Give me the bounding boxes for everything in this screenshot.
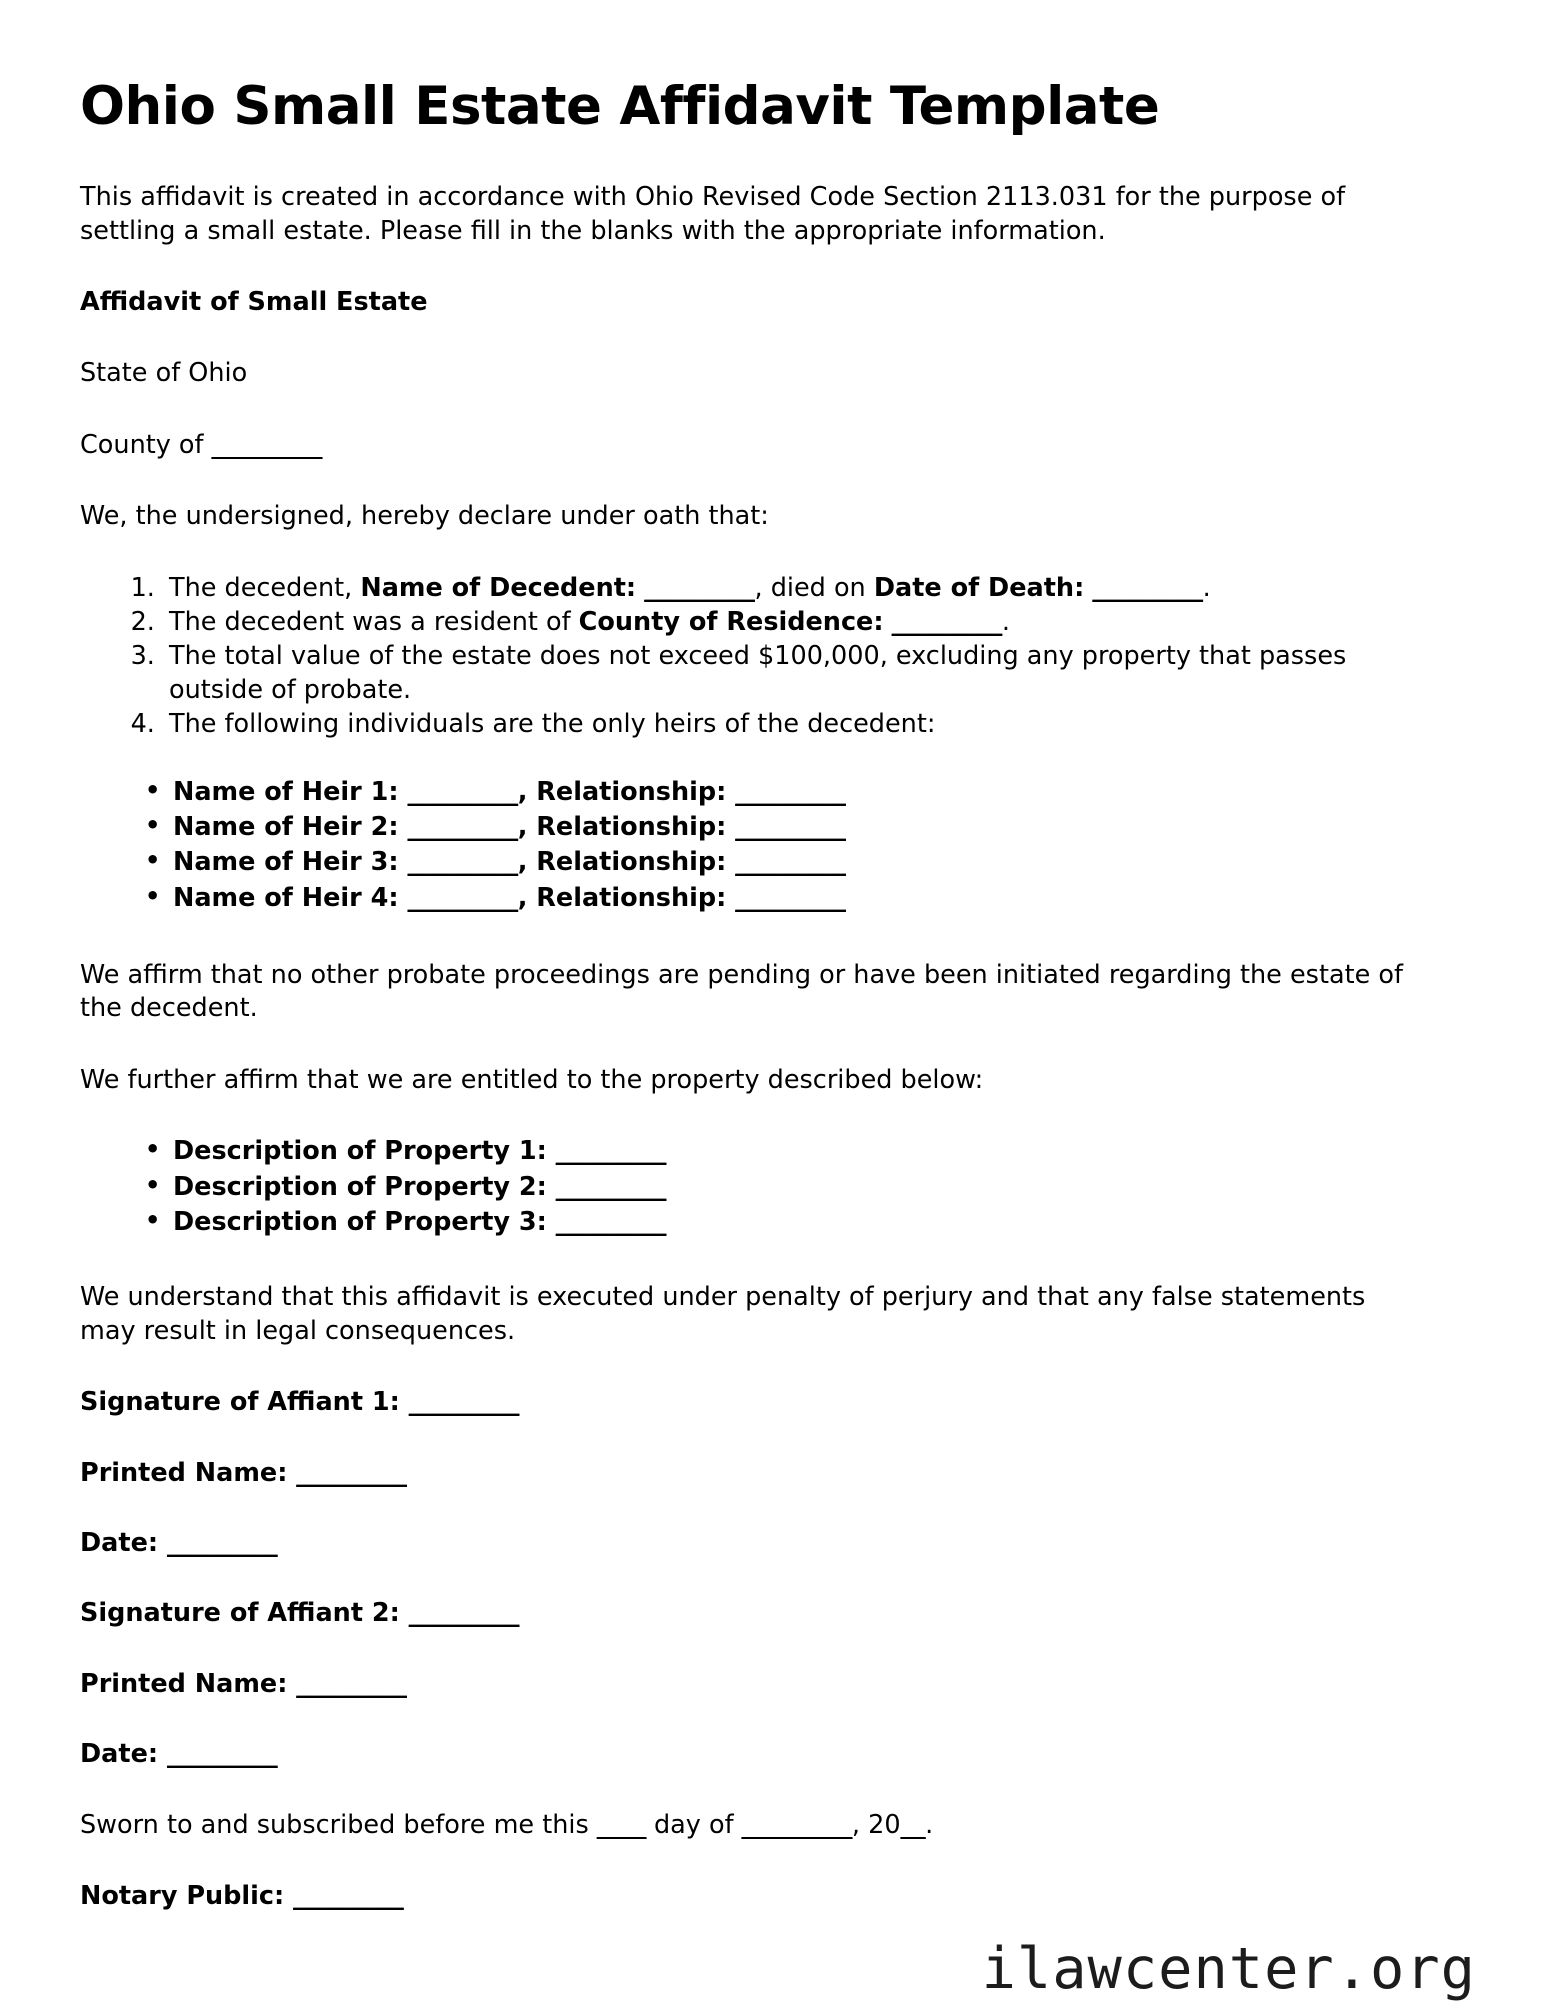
list-item [173, 1206, 1474, 1239]
signature-affiant-1-label: Signature of Affiant 1: [80, 1387, 400, 1418]
list-item [163, 640, 1440, 707]
item1-mid: , died on [754, 572, 874, 603]
list-item [173, 1171, 1474, 1204]
heirs-list [80, 776, 1474, 916]
item2-label-county-of-residence: County of Residence: [578, 606, 884, 637]
signature-affiant-1-line [80, 1386, 1474, 1419]
property2-label: Description of Property 2: [173, 1171, 547, 1202]
date-2-blank[interactable]: _________ [166, 1739, 278, 1770]
site-watermark: ilawcenter.org [981, 1936, 1476, 2002]
item1-post: . [1202, 572, 1211, 603]
signature-affiant-2-label: Signature of Affiant 2: [80, 1598, 400, 1629]
sworn-post: . [925, 1809, 934, 1840]
item1-date-blank[interactable]: _________ [1092, 572, 1203, 603]
page-title: Ohio Small Estate Affidavit Template [80, 76, 1160, 137]
item1-label-date-of-death: Date of Death: [873, 572, 1085, 603]
state-line: State of Ohio [80, 358, 248, 389]
affirm-entitled-paragraph: We further affirm that we are entitled to the property described below: [80, 1064, 984, 1095]
heir3-rel-label: Relationship: [536, 847, 727, 878]
item1-name-blank[interactable]: _________ [644, 572, 755, 603]
property3-blank[interactable]: _________ [555, 1207, 666, 1238]
notary-public-blank[interactable]: _________ [293, 1880, 404, 1911]
item2-pre: The decedent was a resident of [169, 606, 579, 637]
declaration-line: We, the undersigned, hereby declare under oath that: [80, 501, 769, 532]
property-list [80, 1135, 1474, 1239]
heir4-name-blank[interactable]: _________ [407, 882, 518, 913]
heir4-rel-label: Relationship: [536, 882, 727, 913]
heir1-name-label: Name of Heir 1: [173, 776, 399, 807]
county-line [80, 429, 1410, 462]
list-item [173, 882, 1474, 915]
date-2-line [80, 1738, 1474, 1771]
sworn-day-blank[interactable]: ____ [596, 1809, 646, 1840]
printed-name-2-blank[interactable]: _________ [296, 1668, 407, 1699]
list-item [173, 776, 1474, 809]
list-item [163, 572, 1440, 605]
list-item [163, 606, 1440, 639]
list-item [173, 811, 1474, 844]
item3-text: The total value of the estate does not exceed $100,000, excluding any property that passes outside of probate. [169, 641, 1347, 705]
heir3-name-label: Name of Heir 3: [173, 847, 399, 878]
declaration-list [80, 572, 1440, 742]
section-heading-affidavit: Affidavit of Small Estate [80, 287, 428, 318]
date-1-label: Date: [80, 1528, 159, 1558]
affirm-no-probate-paragraph: We affirm that no other probate proceedings are pending or have been initiated regarding the estate of the decedent. [80, 960, 1403, 1024]
date-1-line [80, 1527, 1474, 1560]
heir3-rel-blank[interactable]: _________ [735, 847, 846, 878]
printed-name-2-line [80, 1668, 1474, 1701]
heir2-rel-label: Relationship: [536, 811, 727, 842]
printed-name-1-blank[interactable]: _________ [296, 1457, 407, 1488]
heir1-sep: , [517, 776, 537, 807]
date-1-blank[interactable]: _________ [166, 1528, 278, 1558]
heir3-sep: , [517, 847, 537, 878]
penalty-of-perjury-paragraph: We understand that this affidavit is executed under penalty of perjury and that any false statements may result in legal consequences. [80, 1282, 1366, 1346]
heir4-rel-blank[interactable]: _________ [735, 882, 846, 913]
heir1-rel-label: Relationship: [536, 776, 727, 807]
printed-name-1-label: Printed Name: [80, 1457, 288, 1488]
heir4-name-label: Name of Heir 4: [173, 882, 399, 913]
sworn-pre: Sworn to and subscribed before me this [80, 1809, 597, 1840]
item1-label-name-of-decedent: Name of Decedent: [360, 572, 637, 603]
heir4-sep: , [517, 882, 537, 913]
notary-public-label: Notary Public: [80, 1880, 285, 1911]
notary-public-line [80, 1880, 1474, 1913]
list-item [163, 708, 1440, 741]
signature-affiant-2-blank[interactable]: _________ [408, 1598, 519, 1629]
heir3-name-blank[interactable]: _________ [407, 847, 518, 878]
sworn-month-blank[interactable]: _________ [741, 1809, 852, 1840]
item1-pre: The decedent, [169, 572, 361, 603]
printed-name-2-label: Printed Name: [80, 1668, 288, 1699]
property1-label: Description of Property 1: [173, 1136, 547, 1167]
heir2-name-label: Name of Heir 2: [173, 811, 399, 842]
sworn-mid: day of [645, 1809, 742, 1840]
heir1-name-blank[interactable]: _________ [407, 776, 518, 807]
sworn-year-blank[interactable]: __ [900, 1809, 926, 1840]
property2-blank[interactable]: _________ [555, 1171, 666, 1202]
sworn-post-pre: , 20 [851, 1809, 901, 1840]
county-label: County of [80, 429, 212, 460]
property1-blank[interactable]: _________ [555, 1136, 666, 1167]
signature-affiant-2-line [80, 1597, 1474, 1630]
date-2-label: Date: [80, 1739, 159, 1770]
signature-affiant-1-blank[interactable]: _________ [408, 1387, 519, 1418]
list-item [173, 1135, 1474, 1168]
intro-paragraph: This affidavit is created in accordance with Ohio Revised Code Section 2113.031 for the purpose of settling a small estate. Please fill in the blanks with the appropriate information. [80, 182, 1346, 246]
heir1-rel-blank[interactable]: _________ [735, 776, 846, 807]
item2-county-blank[interactable]: _________ [891, 606, 1002, 637]
item2-post: . [1001, 606, 1011, 637]
heir2-rel-blank[interactable]: _________ [735, 811, 846, 842]
list-item [173, 846, 1474, 879]
heir2-name-blank[interactable]: _________ [407, 811, 518, 842]
property3-label: Description of Property 3: [173, 1207, 547, 1238]
heir2-sep: , [517, 811, 537, 842]
sworn-statement-line [80, 1809, 1474, 1842]
item4-text: The following individuals are the only heirs of the decedent: [169, 709, 936, 740]
printed-name-1-line [80, 1457, 1474, 1490]
county-blank[interactable]: _________ [211, 429, 322, 460]
